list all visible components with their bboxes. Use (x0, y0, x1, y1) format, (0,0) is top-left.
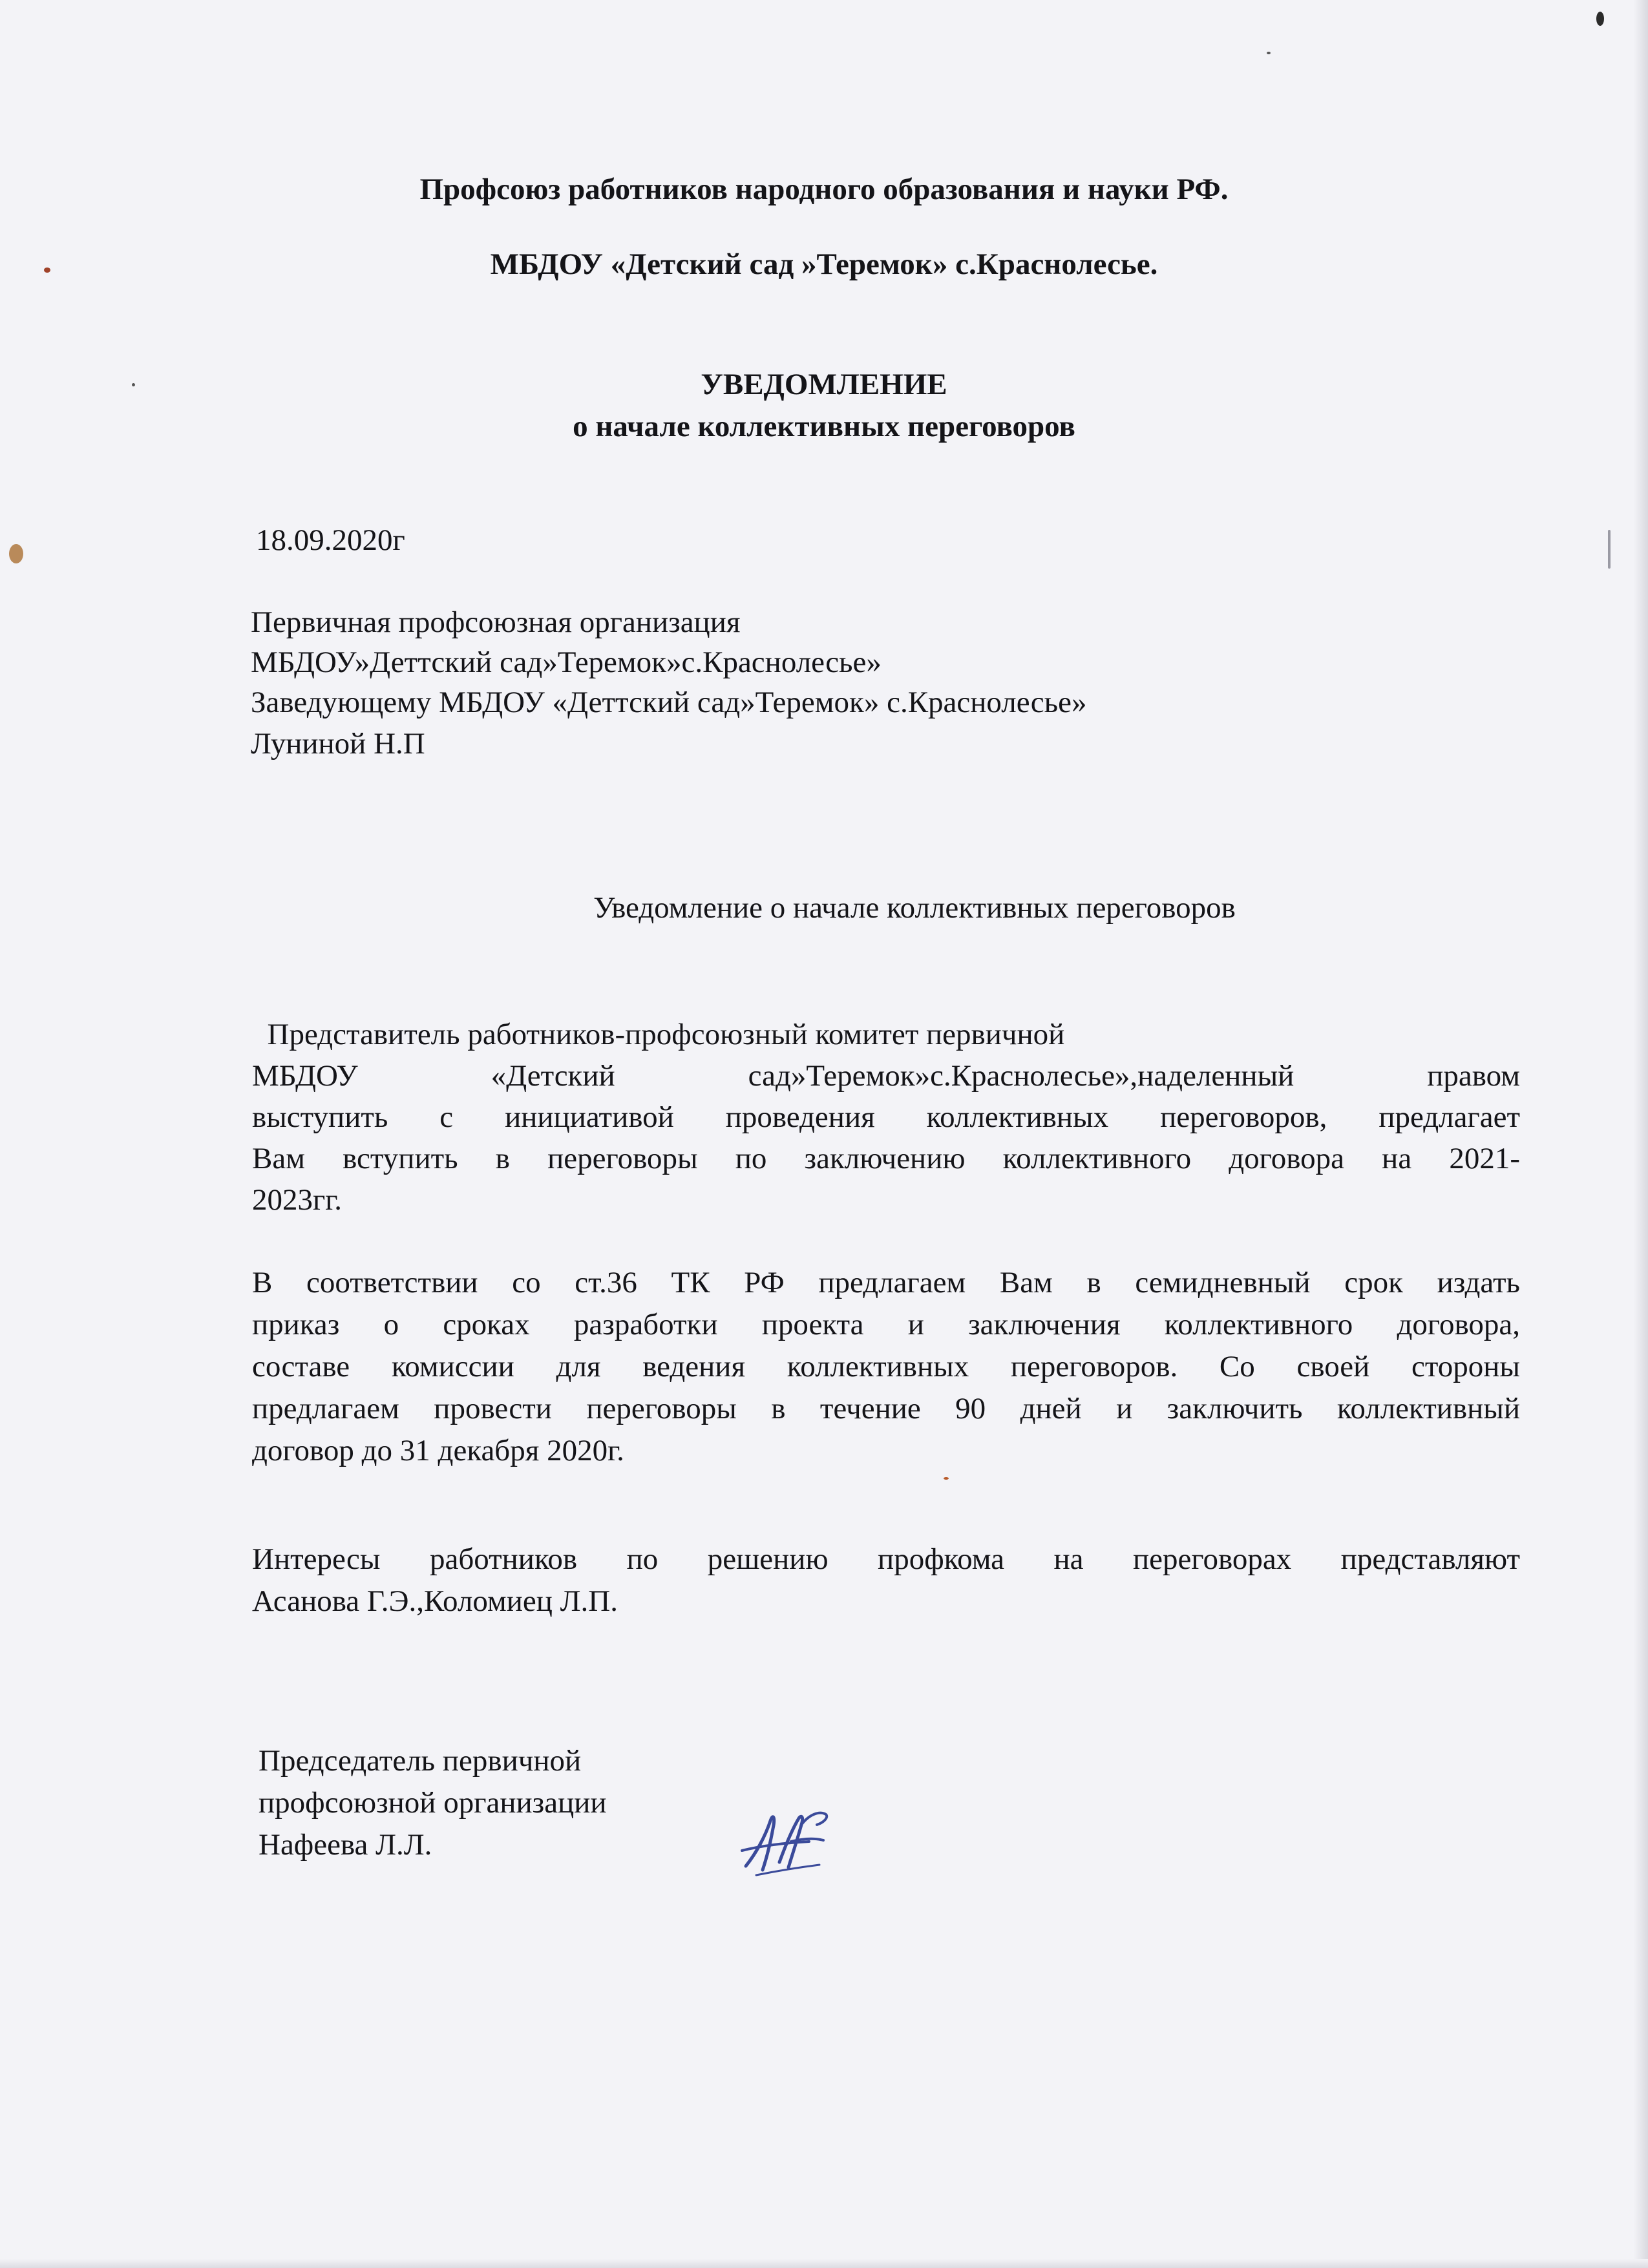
signatory-title: Председатель первичной (259, 1744, 582, 1778)
scan-edge-right (1634, 0, 1648, 2268)
paragraph-line: приказ о сроках разработки проекта и заключения коллективного договора, (252, 1308, 1520, 1341)
scan-speck (1596, 12, 1604, 26)
paragraph-line: 2023гг. (252, 1183, 343, 1217)
paragraph-line: Вам вступить в переговоры по заключению коллективного договора на 2021- (252, 1142, 1520, 1175)
notice-subject: Уведомление о начале коллективных переговоров (593, 891, 1236, 925)
handwritten-signature (737, 1803, 834, 1880)
paragraph-line: Асанова Г.Э.,Коломиец Л.П. (252, 1584, 618, 1618)
scan-speck (1267, 52, 1271, 54)
document-subtitle: о начале коллективных переговоров (573, 410, 1075, 443)
paragraph-line: предлагаем провести переговоры в течение 90 дней и заключить коллективный (252, 1392, 1520, 1425)
paragraph-line: договор до 31 декабря 2020г. (252, 1434, 624, 1467)
paragraph-line: выступить с инициативой проведения коллективных переговоров, предлагает (252, 1100, 1520, 1134)
signatory-organization: профсоюзной организации (259, 1786, 607, 1820)
paragraph-line: В соответствии со ст.36 ТК РФ предлагаем Вам в семидневный срок издать (252, 1266, 1520, 1299)
paragraph-line: МБДОУ «Детский сад»Теремок»с.Краснолесье»,наделенный правом (252, 1059, 1520, 1093)
scan-edge-bottom (0, 2259, 1648, 2268)
institution-header: МБДОУ «Детский сад »Теремок» с.Краснолесье. (490, 247, 1158, 281)
union-header: Профсоюз работников народного образования и науки РФ. (419, 173, 1229, 206)
paragraph-line: составе комиссии для ведения коллективных переговоров. Со своей стороны (252, 1350, 1520, 1383)
paragraph-line: Представитель работников-профсоюзный комитет первичной (252, 1018, 1065, 1051)
signatory-name: Нафеева Л.Л. (259, 1828, 432, 1862)
document-date: 18.09.2020г (256, 523, 405, 557)
scan-speck (9, 544, 23, 563)
addressee-line: МБДОУ»Деттский сад»Теремок»с.Краснолесье» (251, 646, 882, 679)
addressee-line: Луниной Н.П (251, 727, 425, 761)
addressee-line: Первичная профсоюзная организация (251, 605, 741, 639)
scan-speck (944, 1477, 949, 1480)
paragraph-line: Интересы работников по решению профкома на переговорах представляют (252, 1542, 1520, 1576)
addressee-line: Заведующему МБДОУ «Деттский сад»Теремок» с.Краснолесье» (251, 686, 1087, 719)
document-title: УВЕДОМЛЕНИЕ (701, 368, 947, 401)
scan-speck (1608, 530, 1611, 569)
